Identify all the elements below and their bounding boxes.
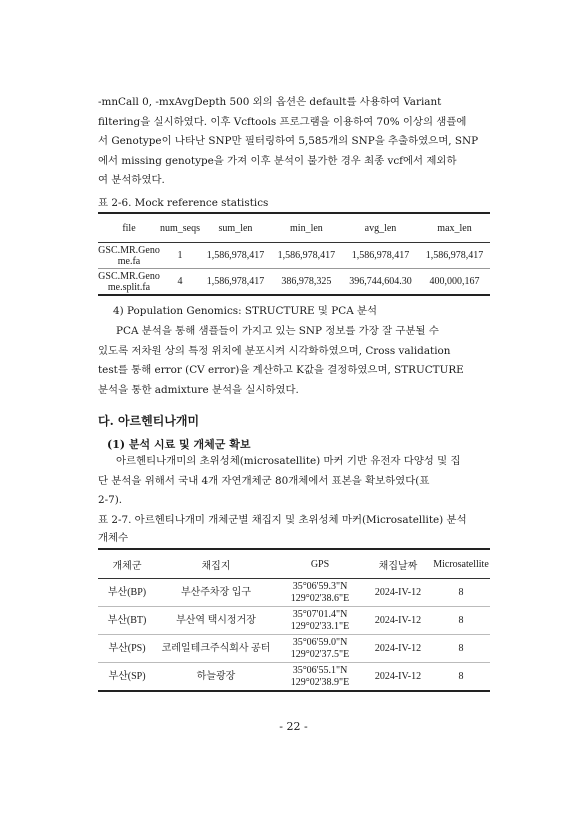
text-line: 에서 missing genotype을 가져 이후 분석이 불가한 경우 최종 vcf에서 제외하 <box>98 154 457 167</box>
column-header-num-seqs: num_seqs <box>160 213 200 243</box>
table-row <box>98 579 490 607</box>
subsection-heading-samples: (1) 분석 시료 및 개체군 확보 <box>107 438 251 451</box>
table-row <box>98 663 490 692</box>
column-header-site: 채집지 <box>156 549 276 579</box>
column-header-max-len: max_len <box>419 213 490 243</box>
gps-longitude: 129°02'37.5"E <box>290 649 350 660</box>
cell-gps <box>276 579 364 607</box>
gps-latitude: 35°06'55.1"N <box>292 665 348 676</box>
cell-max-len: 400,000,167 <box>429 276 480 287</box>
table-caption-mock-reference: 표 2-6. Mock reference statistics <box>98 197 269 209</box>
gps-latitude: 35°07'01.4"N <box>292 609 348 620</box>
paragraph-pca-structure <box>98 322 490 400</box>
cell-file: GSC.MR.Genome.fa <box>98 244 160 267</box>
column-header-avg-len: avg_len <box>342 213 419 243</box>
table-row <box>98 607 490 635</box>
mock-reference-table <box>98 212 490 296</box>
text-line: 분석을 통한 admixture 분석을 실시하였다. <box>98 383 299 396</box>
cell-max-len: 1,586,978,417 <box>419 243 490 269</box>
section-title-population-genomics <box>113 302 490 322</box>
cell-avg-len: 1,586,978,417 <box>342 243 419 269</box>
cell-count: 8 <box>458 587 464 598</box>
cell-sum-len: 1,586,978,417 <box>200 243 271 269</box>
cell-avg-len: 396,744,604.30 <box>349 276 412 287</box>
cell-gps <box>276 635 364 663</box>
text-line: 여 분석하였다. <box>98 174 165 187</box>
cell-min-len: 1,586,978,417 <box>271 243 342 269</box>
cell-count: 8 <box>432 663 490 692</box>
section-heading: 4) Population Genomics: STRUCTURE 및 PCA 분석 <box>113 305 378 317</box>
table-row <box>98 635 490 663</box>
cell-min-len: 386,978,325 <box>281 276 332 287</box>
text-line: 2-7). <box>98 494 123 507</box>
gps-longitude: 129°02'38.6"E <box>290 593 350 604</box>
cell-gps <box>276 607 364 635</box>
cell-date: 2024-IV-12 <box>374 587 422 598</box>
paragraph-variant-filtering <box>98 93 490 191</box>
cell-num-seqs: 4 <box>177 276 183 287</box>
text-line: 있도록 저차원 상의 특정 위치에 분포시켜 시각화하였으며, Cross validation <box>98 344 451 357</box>
cell-population: 부산(BT) <box>98 607 156 635</box>
cell-site: 부산역 택시정거장 <box>156 607 276 635</box>
cell-site: 부산주차장 입구 <box>180 587 252 598</box>
cell-population: 부산(BP) <box>107 587 147 598</box>
column-header-population: 개체군 <box>98 549 156 579</box>
cell-sum-len: 1,586,978,417 <box>206 276 265 287</box>
gps-latitude: 35°06'59.0"N <box>292 637 348 648</box>
cell-population: 부산(SP) <box>98 663 156 692</box>
cell-site: 코레일테크주식회사 공터 <box>156 635 276 663</box>
cell-num-seqs: 1 <box>160 243 200 269</box>
text-line: filtering을 실시하였다. 이후 Vcftools 프로그램을 이용하여 70% 이상의 샘플에 <box>98 115 467 128</box>
gps-latitude: 35°06'59.3"N <box>292 581 348 592</box>
cell-date: 2024-IV-12 <box>364 635 432 663</box>
column-header-min-len: min_len <box>271 213 342 243</box>
text-line: 서 Genotype이 나타난 SNP만 필터링하여 5,585개의 SNP을 추출하였으며, SNP <box>98 135 479 148</box>
column-header-microsatellite: Microsatellite <box>432 549 490 579</box>
cell-population: 부산(PS) <box>98 635 156 663</box>
section-heading-argentine-ant: 다. 아르헨티나개미 <box>98 414 200 428</box>
population-sampling-table <box>98 548 490 692</box>
table-row <box>98 243 490 269</box>
cell-file: GSC.MR.Genome.split.fa <box>98 270 160 293</box>
gps-longitude: 129°02'38.9"E <box>290 677 350 688</box>
text-line: PCA 분석을 통해 샘플들이 가지고 있는 SNP 정보를 가장 잘 구분될 수 <box>116 325 439 337</box>
page-number: - 22 - <box>279 720 308 733</box>
text-line: 아르헨티나개미의 초위성체(microsatellite) 마커 기반 유전자 다양성 및 집 <box>116 455 461 467</box>
table-header-row <box>98 213 490 243</box>
cell-count: 8 <box>432 607 490 635</box>
table-row <box>98 269 490 296</box>
table-header-row <box>98 549 490 579</box>
paragraph-samples <box>98 452 490 511</box>
column-header-date: 채집날짜 <box>364 549 432 579</box>
text-line: 단 분석을 위해서 국내 4개 자연개체군 80개체에서 표본을 확보하였다(표 <box>98 474 430 487</box>
cell-date: 2024-IV-12 <box>364 663 432 692</box>
table-caption-populations <box>98 511 490 548</box>
caption-line: 개체수 <box>98 531 129 544</box>
column-header-sum-len: sum_len <box>200 213 271 243</box>
cell-site: 하늘광장 <box>156 663 276 692</box>
column-header-file: file <box>98 213 160 243</box>
column-header-gps: GPS <box>276 549 364 579</box>
text-line: test를 통해 error (CV error)을 계산하고 K값을 결정하였으며, STRUCTURE <box>98 364 464 377</box>
gps-longitude: 129°02'33.1"E <box>290 621 350 632</box>
cell-date: 2024-IV-12 <box>364 607 432 635</box>
text-line: -mnCall 0, -mxAvgDepth 500 외의 옵션은 default를 사용하여 Variant <box>98 96 442 108</box>
cell-count: 8 <box>432 635 490 663</box>
cell-gps <box>276 663 364 692</box>
caption-line: 표 2-7. 아르헨티나개미 개체군별 채집지 및 초위성체 마커(Microsatellite) 분석 <box>98 514 467 526</box>
